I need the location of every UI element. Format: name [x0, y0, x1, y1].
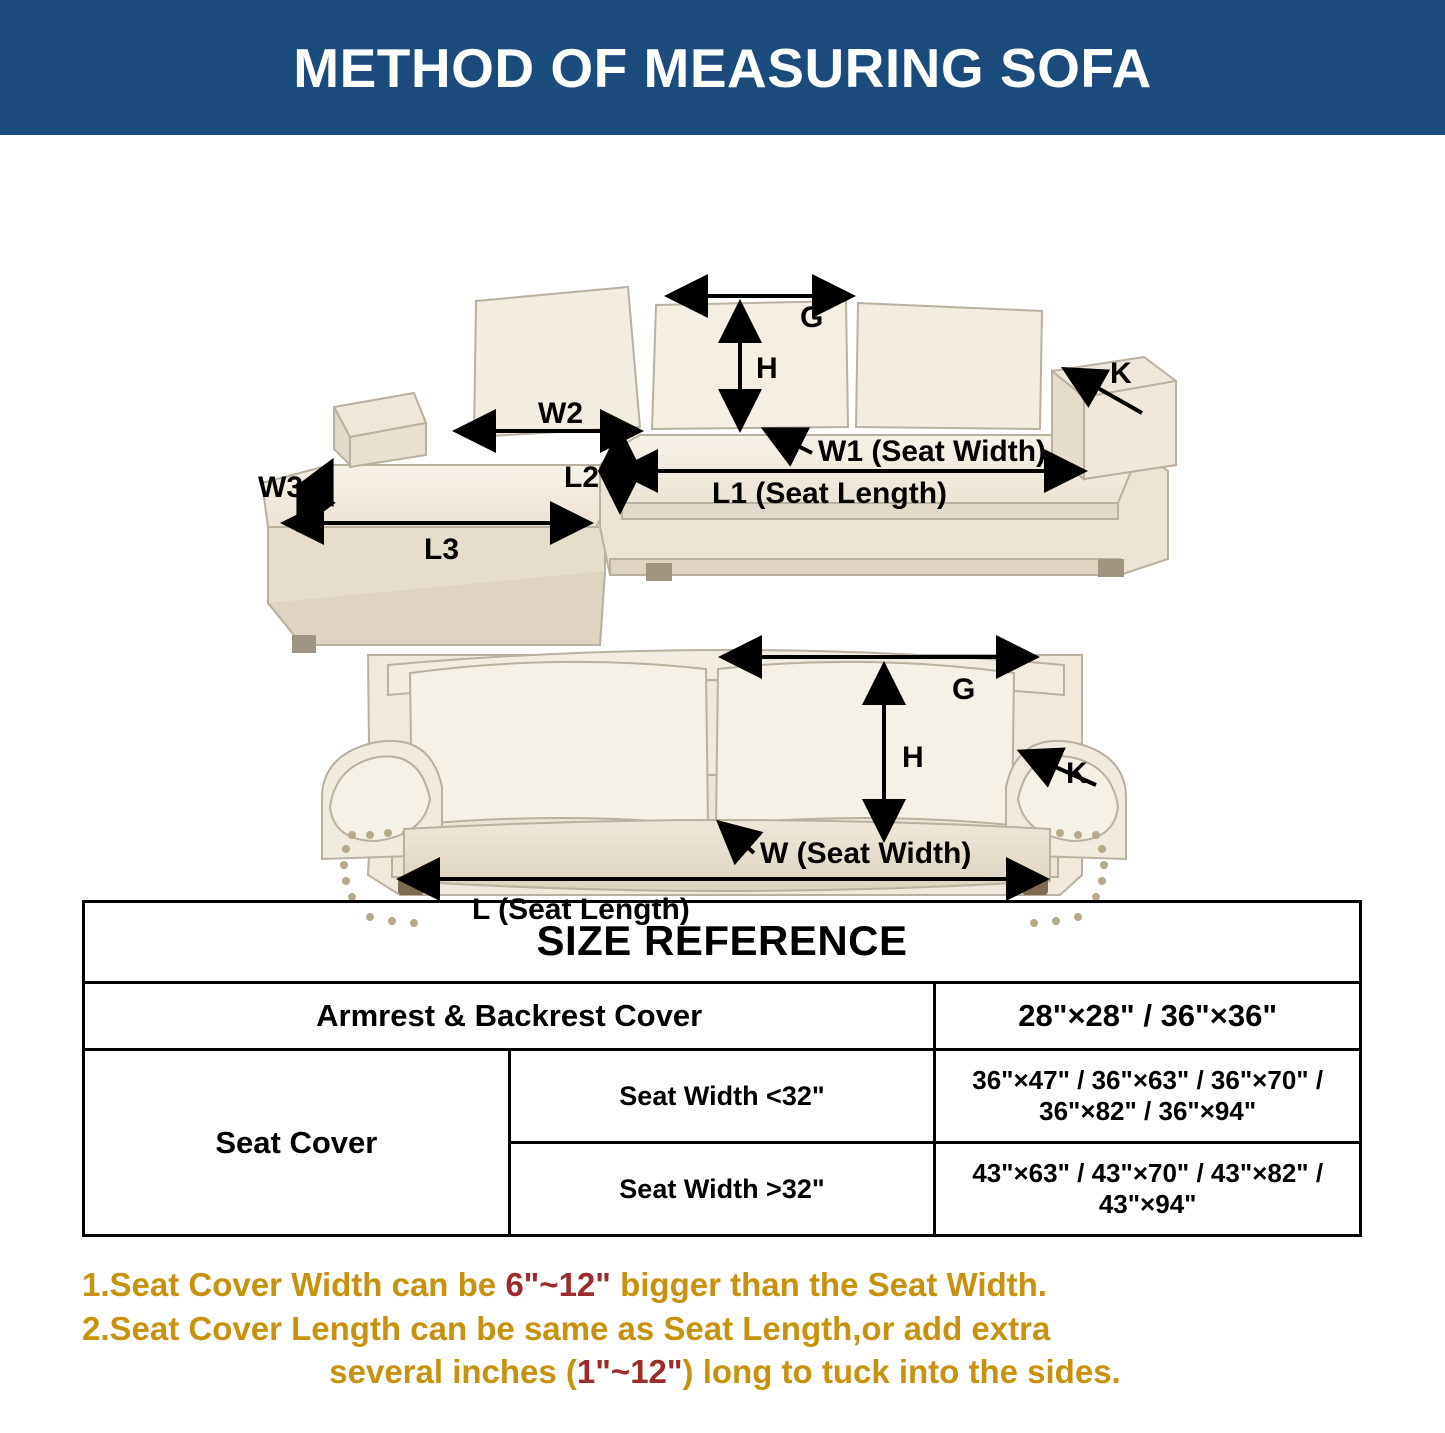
note1-highlight: 6"~12"	[505, 1266, 611, 1303]
note2-part-d: ) long to tuck into the sides.	[682, 1352, 1121, 1390]
label-l-standard: L (Seat Length)	[472, 893, 690, 926]
label-g-standard: G	[952, 673, 976, 706]
label-l1-sectional: L1 (Seat Length)	[712, 477, 948, 510]
seat-width-under-32-label: Seat Width <32"	[509, 1050, 935, 1143]
sectional-sofa-illustration	[258, 287, 1176, 653]
standard-sofa-illustration	[322, 650, 1126, 927]
label-l3-sectional: L3	[424, 533, 460, 566]
table-row-armrest	[84, 983, 1361, 1050]
label-w1-sectional: W1 (Seat Width)	[818, 435, 1047, 468]
size-reference-table	[82, 900, 1362, 1237]
table-row-seat-cover-under32	[84, 1050, 1361, 1143]
label-h-sectional: H	[756, 352, 778, 385]
label-w-standard: W (Seat Width)	[760, 837, 972, 870]
note2-part-b: several inches (	[329, 1352, 577, 1390]
label-h-standard: H	[902, 741, 924, 774]
armrest-label: Armrest & Backrest Cover	[84, 983, 935, 1050]
note2-highlight: 1"~12"	[576, 1352, 683, 1390]
seat-width-over-32-label: Seat Width >32"	[509, 1143, 935, 1236]
seat-cover-label: Seat Cover	[84, 1050, 510, 1236]
label-w3-sectional: W3	[258, 471, 303, 504]
note-line-2	[60, 1309, 1390, 1349]
label-w2-sectional: W2	[538, 397, 583, 430]
seat-width-under-32-value: 36"×47" / 36"×63" / 36"×70" / 36"×82" / 36"×94"	[935, 1050, 1361, 1143]
measurement-illustrations	[0, 135, 1445, 926]
note2-part-a: 2.Seat Cover Length can be same as Seat Length,or add extra	[82, 1310, 1051, 1348]
seat-width-over-32-value: 43"×63" / 43"×70" / 43"×82" / 43"×94"	[935, 1143, 1361, 1236]
label-k-sectional: K	[1110, 357, 1132, 390]
notes-section	[60, 1265, 1390, 1392]
size-reference-title: SIZE REFERENCE	[84, 902, 1361, 983]
table-row-title	[84, 902, 1361, 983]
page-header	[0, 0, 1445, 135]
label-g-sectional: G	[800, 301, 824, 334]
armrest-value: 28"×28" / 36"×36"	[935, 983, 1361, 1050]
label-l2-sectional: L2	[564, 461, 600, 494]
label-k-standard: K	[1066, 757, 1088, 790]
note-line-3	[60, 1352, 1390, 1392]
note1-part-c: bigger than the Seat Width.	[610, 1266, 1047, 1303]
note1-part-a: 1.Seat Cover Width can be	[82, 1266, 506, 1303]
page-title: METHOD OF MEASURING SOFA	[293, 36, 1152, 99]
note-line-1	[60, 1265, 1390, 1305]
